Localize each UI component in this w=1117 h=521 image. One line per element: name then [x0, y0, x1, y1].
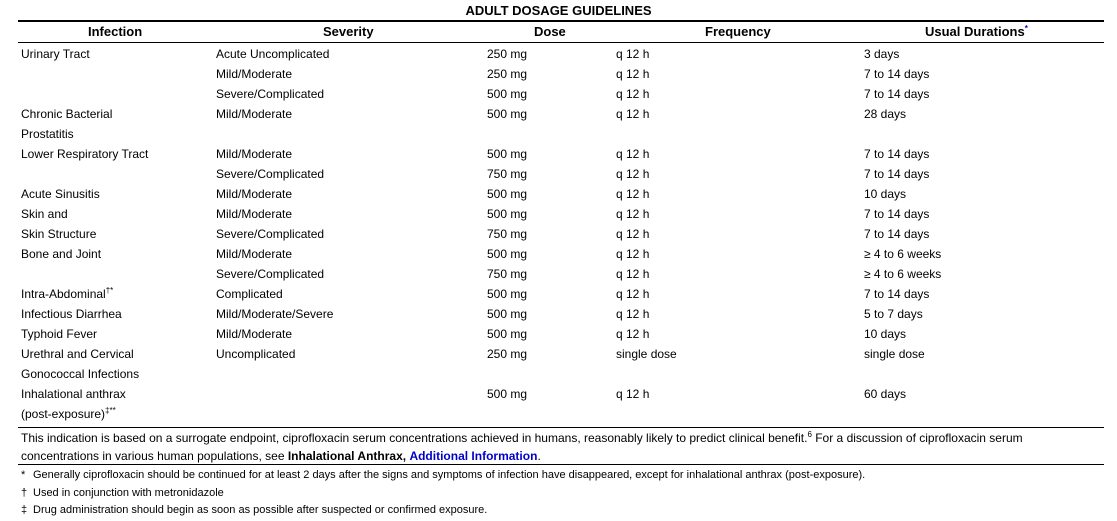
severity-cell-text: Mild/Moderate	[216, 187, 293, 201]
severity-cell-text: Uncomplicated	[216, 347, 296, 361]
severity-cell	[216, 226, 324, 242]
severity-cell-text: Complicated	[216, 287, 283, 301]
duration-cell	[864, 246, 941, 262]
infection-cell	[21, 186, 100, 202]
footnote-mark[interactable]: ‡**	[105, 406, 116, 415]
frequency-cell	[616, 106, 649, 122]
infection-cell-text: Typhoid Fever	[21, 327, 98, 341]
dose-cell-text: 500 mg	[487, 87, 528, 101]
severity-cell-text: Acute Uncomplicated	[216, 47, 330, 61]
dose-cell-text: 500 mg	[487, 147, 528, 161]
frequency-cell-text: q 12 h	[616, 167, 650, 181]
frequency-cell	[616, 346, 677, 362]
footnote-text: Generally ciprofloxacin should be continued for at least 2 days after the signs and symptoms of infection have disappeared, except for inhalational anthrax (post-exposure).	[33, 469, 866, 481]
infection-cell-text: Chronic Bacterial	[21, 107, 113, 121]
note-text-1: This indication is based on a surrogate endpoint, ciprofloxacin serum concentrations achieved in humans, reasonably likely to predict clinical benefit.	[21, 431, 808, 445]
duration-cell	[864, 206, 929, 222]
infection-cell-text: Skin Structure	[21, 227, 97, 241]
infection-cell-text: Acute Sinusitis	[21, 187, 100, 201]
severity-cell	[216, 306, 333, 322]
duration-cell	[864, 106, 906, 122]
severity-cell-text: Mild/Moderate	[216, 327, 293, 341]
severity-cell-text: Mild/Moderate	[216, 247, 293, 261]
duration-cell-text: 7 to 14 days	[864, 167, 930, 181]
frequency-cell	[616, 246, 649, 262]
severity-cell-text: Severe/Complicated	[216, 87, 325, 101]
infection-cell	[21, 286, 113, 304]
duration-cell-text: ≥ 4 to 6 weeks	[864, 267, 942, 281]
footnote-symbol: ‡	[21, 504, 28, 516]
severity-cell	[216, 206, 292, 222]
header-frequency: Frequency	[705, 24, 771, 39]
dose-cell	[487, 46, 527, 62]
frequency-cell-text: q 12 h	[616, 307, 650, 321]
frequency-cell	[616, 46, 649, 62]
infection-cell-text: Urethral and Cervical	[21, 347, 134, 361]
duration-cell-text: 10 days	[864, 187, 907, 201]
infection-cell	[21, 406, 116, 424]
footnote-1	[21, 468, 865, 482]
frequency-cell	[616, 306, 649, 322]
infection-cell	[21, 386, 126, 402]
duration-cell-text: 7 to 14 days	[864, 87, 930, 101]
note-end: .	[537, 449, 541, 463]
duration-cell-text: 7 to 14 days	[864, 207, 930, 221]
duration-cell	[864, 326, 906, 342]
severity-cell	[216, 106, 292, 122]
anthrax-note	[21, 430, 1101, 464]
dose-cell	[487, 106, 527, 122]
duration-cell-text: 10 days	[864, 327, 907, 341]
frequency-cell-text: single dose	[616, 347, 677, 361]
infection-cell-text: Gonococcal Infections	[21, 367, 140, 381]
dose-cell	[487, 226, 527, 242]
frequency-cell-text: q 12 h	[616, 47, 650, 61]
severity-cell-text: Mild/Moderate	[216, 107, 293, 121]
header-infection: Infection	[88, 24, 143, 39]
dose-cell-text: 500 mg	[487, 387, 528, 401]
dose-cell-text: 750 mg	[487, 167, 528, 181]
severity-cell	[216, 326, 292, 342]
table-title: ADULT DOSAGE GUIDELINES	[465, 3, 652, 18]
severity-cell	[216, 46, 329, 62]
dose-cell	[487, 246, 527, 262]
header-durations	[925, 24, 1028, 40]
dose-cell-text: 500 mg	[487, 247, 528, 261]
infection-cell	[21, 146, 148, 162]
frequency-cell	[616, 86, 649, 102]
dose-cell	[487, 326, 527, 342]
durations-footnote-mark[interactable]: *	[1024, 24, 1028, 33]
infection-cell	[21, 206, 68, 222]
severity-cell-text: Severe/Complicated	[216, 227, 325, 241]
frequency-cell-text: q 12 h	[616, 87, 650, 101]
severity-cell	[216, 66, 292, 82]
severity-cell-text: Severe/Complicated	[216, 167, 325, 181]
frequency-cell-text: q 12 h	[616, 187, 650, 201]
infection-cell-text: Bone and Joint	[21, 247, 102, 261]
duration-cell-text: 7 to 14 days	[864, 147, 930, 161]
header-durations-label: Usual Durations	[925, 24, 1025, 39]
dose-cell-text: 750 mg	[487, 267, 528, 281]
infection-cell	[21, 126, 74, 142]
dose-cell-text: 500 mg	[487, 187, 528, 201]
dose-cell-text: 250 mg	[487, 67, 528, 81]
frequency-cell	[616, 146, 649, 162]
duration-cell-text: 7 to 14 days	[864, 67, 930, 81]
header-severity: Severity	[323, 24, 374, 39]
duration-cell-text: 28 days	[864, 107, 907, 121]
dose-cell-text: 500 mg	[487, 287, 528, 301]
infection-cell-text: Skin and	[21, 207, 68, 221]
duration-cell	[864, 186, 906, 202]
severity-cell-text: Mild/Moderate	[216, 147, 293, 161]
dose-cell	[487, 306, 527, 322]
infection-cell-text: Prostatitis	[21, 127, 74, 141]
footnote-symbol: †	[21, 487, 28, 499]
note-text-2: For a discussion of ciprofloxacin serum concentrations in various human populations, see	[21, 431, 1023, 463]
frequency-cell-text: q 12 h	[616, 227, 650, 241]
dose-cell	[487, 186, 527, 202]
duration-cell-text: 7 to 14 days	[864, 227, 930, 241]
severity-cell-text: Severe/Complicated	[216, 267, 325, 281]
severity-cell-text: Mild/Moderate/Severe	[216, 307, 334, 321]
duration-cell-text: ≥ 4 to 6 weeks	[864, 247, 942, 261]
severity-cell	[216, 246, 292, 262]
duration-cell	[864, 146, 929, 162]
duration-cell	[864, 46, 899, 62]
duration-cell	[864, 226, 929, 242]
frequency-cell-text: q 12 h	[616, 147, 650, 161]
severity-cell	[216, 166, 324, 182]
footnote-symbol: *	[21, 469, 26, 481]
frequency-cell-text: q 12 h	[616, 287, 650, 301]
infection-cell	[21, 366, 139, 382]
infection-cell	[21, 246, 101, 262]
infection-cell	[21, 346, 134, 362]
note-reference[interactable]: 6	[807, 430, 812, 439]
frequency-cell-text: q 12 h	[616, 247, 650, 261]
dose-cell	[487, 386, 527, 402]
infection-cell-text: (post-exposure)	[21, 407, 106, 421]
infection-cell	[21, 326, 97, 342]
dose-cell	[487, 66, 527, 82]
duration-cell-text: 7 to 14 days	[864, 287, 930, 301]
severity-cell	[216, 286, 283, 302]
frequency-cell	[616, 286, 649, 302]
severity-cell	[216, 146, 292, 162]
frequency-cell	[616, 386, 649, 402]
dose-cell-text: 500 mg	[487, 327, 528, 341]
infection-cell-text: Infectious Diarrhea	[21, 307, 122, 321]
footnote-2	[21, 486, 224, 500]
severity-cell	[216, 266, 324, 282]
duration-cell	[864, 266, 941, 282]
footnote-text: Drug administration should begin as soon as possible after suspected or confirmed exposure.	[33, 504, 488, 516]
frequency-cell-text: q 12 h	[616, 67, 650, 81]
footnote-3	[21, 503, 487, 517]
infection-cell-text: Urinary Tract	[21, 47, 90, 61]
footnote-mark[interactable]: †*	[105, 286, 114, 295]
frequency-cell	[616, 226, 649, 242]
header-dose: Dose	[534, 24, 566, 39]
duration-cell-text: single dose	[864, 347, 925, 361]
duration-cell	[864, 166, 929, 182]
severity-cell-text: Mild/Moderate	[216, 207, 293, 221]
frequency-cell-text: q 12 h	[616, 207, 650, 221]
dose-cell-text: 500 mg	[487, 207, 528, 221]
duration-cell-text: 3 days	[864, 47, 900, 61]
dose-cell-text: 250 mg	[487, 347, 528, 361]
infection-cell-text: Inhalational anthrax	[21, 387, 126, 401]
severity-cell	[216, 346, 295, 362]
infection-cell	[21, 226, 96, 242]
duration-cell	[864, 66, 929, 82]
frequency-cell-text: q 12 h	[616, 387, 650, 401]
dose-cell-text: 250 mg	[487, 47, 528, 61]
dose-cell	[487, 346, 527, 362]
infection-cell	[21, 46, 90, 62]
frequency-cell	[616, 186, 649, 202]
frequency-cell	[616, 206, 649, 222]
additional-information-link[interactable]: Additional Information	[409, 449, 538, 463]
dose-cell-text: 500 mg	[487, 307, 528, 321]
frequency-cell-text: q 12 h	[616, 267, 650, 281]
dose-cell	[487, 286, 527, 302]
frequency-cell	[616, 266, 649, 282]
infection-cell	[21, 306, 122, 322]
dose-cell-text: 500 mg	[487, 107, 528, 121]
frequency-cell-text: q 12 h	[616, 107, 650, 121]
dose-cell	[487, 146, 527, 162]
note-rule	[18, 464, 1104, 465]
infection-cell-text: Intra-Abdominal	[21, 287, 106, 301]
duration-cell	[864, 346, 925, 362]
duration-cell	[864, 306, 923, 322]
severity-cell-text: Mild/Moderate	[216, 67, 293, 81]
frequency-cell-text: q 12 h	[616, 327, 650, 341]
footnote-text: Used in conjunction with metronidazole	[33, 487, 224, 499]
dose-cell	[487, 266, 527, 282]
dose-cell-text: 750 mg	[487, 227, 528, 241]
frequency-cell	[616, 166, 649, 182]
severity-cell	[216, 86, 324, 102]
severity-cell	[216, 186, 292, 202]
dose-cell	[487, 166, 527, 182]
header-rule	[18, 42, 1104, 43]
duration-cell	[864, 386, 906, 402]
infection-cell	[21, 106, 112, 122]
frequency-cell	[616, 326, 649, 342]
frequency-cell	[616, 66, 649, 82]
dose-cell	[487, 86, 527, 102]
dose-cell	[487, 206, 527, 222]
duration-cell-text: 60 days	[864, 387, 907, 401]
duration-cell	[864, 86, 929, 102]
table-bottom-rule	[18, 427, 1104, 428]
duration-cell-text: 5 to 7 days	[864, 307, 923, 321]
infection-cell-text: Lower Respiratory Tract	[21, 147, 149, 161]
duration-cell	[864, 286, 929, 302]
note-bold-link[interactable]: Inhalational Anthrax,	[287, 449, 407, 463]
top-rule	[18, 20, 1104, 22]
